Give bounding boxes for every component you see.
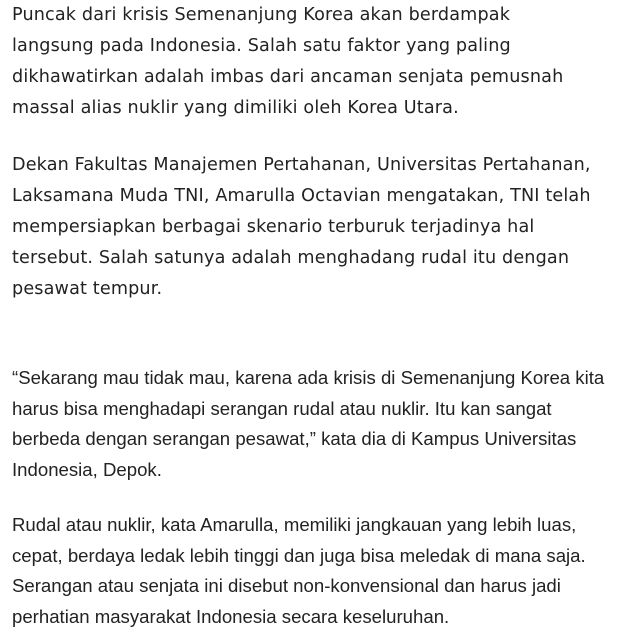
paragraph-line: harus bisa menghadapi serangan rudal atau nuklir. Itu kan sangat bbox=[12, 397, 552, 419]
article-quote-paragraph bbox=[12, 363, 604, 485]
paragraph-line: Serangan atau senjata ini disebut non-konvensional dan harus jadi bbox=[12, 575, 561, 596]
paragraph-line: mempersiapkan berbagai skenario terburuk terjadinya hal bbox=[12, 217, 535, 237]
article-paragraph-1 bbox=[12, 0, 563, 124]
paragraph-line: Puncak dari krisis Semenanjung Korea akan berdampak bbox=[12, 5, 511, 25]
article-paragraph-4 bbox=[12, 510, 586, 632]
paragraph-line: Rudal atau nuklir, kata Amarulla, memiliki jangkauan yang lebih luas, bbox=[12, 514, 577, 535]
article-paragraph-2 bbox=[12, 150, 591, 305]
paragraph-line: cepat, berdaya ledak lebih tinggi dan juga bisa meledak di mana saja. bbox=[12, 544, 586, 566]
paragraph-line: “Sekarang mau tidak mau, karena ada krisis di Semenanjung Korea kita bbox=[12, 367, 605, 388]
paragraph-line: berbeda dengan serangan pesawat,” kata dia di Kampus Universitas bbox=[12, 428, 577, 449]
paragraph-line: tersebut. Salah satunya adalah menghadang rudal itu dengan bbox=[12, 248, 570, 268]
paragraph-line: dikhawatirkan adalah imbas dari ancaman senjata pemusnah bbox=[12, 67, 564, 87]
paragraph-line: perhatian masyarakat Indonesia secara keseluruhan. bbox=[12, 605, 450, 627]
paragraph-line: pesawat tempur. bbox=[12, 279, 163, 299]
paragraph-line: langsung pada Indonesia. Salah satu faktor yang paling bbox=[12, 36, 511, 56]
paragraph-line: Laksamana Muda TNI, Amarulla Octavian mengatakan, TNI telah bbox=[12, 186, 591, 206]
paragraph-line: Dekan Fakultas Manajemen Pertahanan, Universitas Pertahanan, bbox=[12, 155, 591, 175]
paragraph-line: Indonesia, Depok. bbox=[12, 458, 162, 480]
paragraph-line: massal alias nuklir yang dimiliki oleh Korea Utara. bbox=[12, 98, 459, 118]
